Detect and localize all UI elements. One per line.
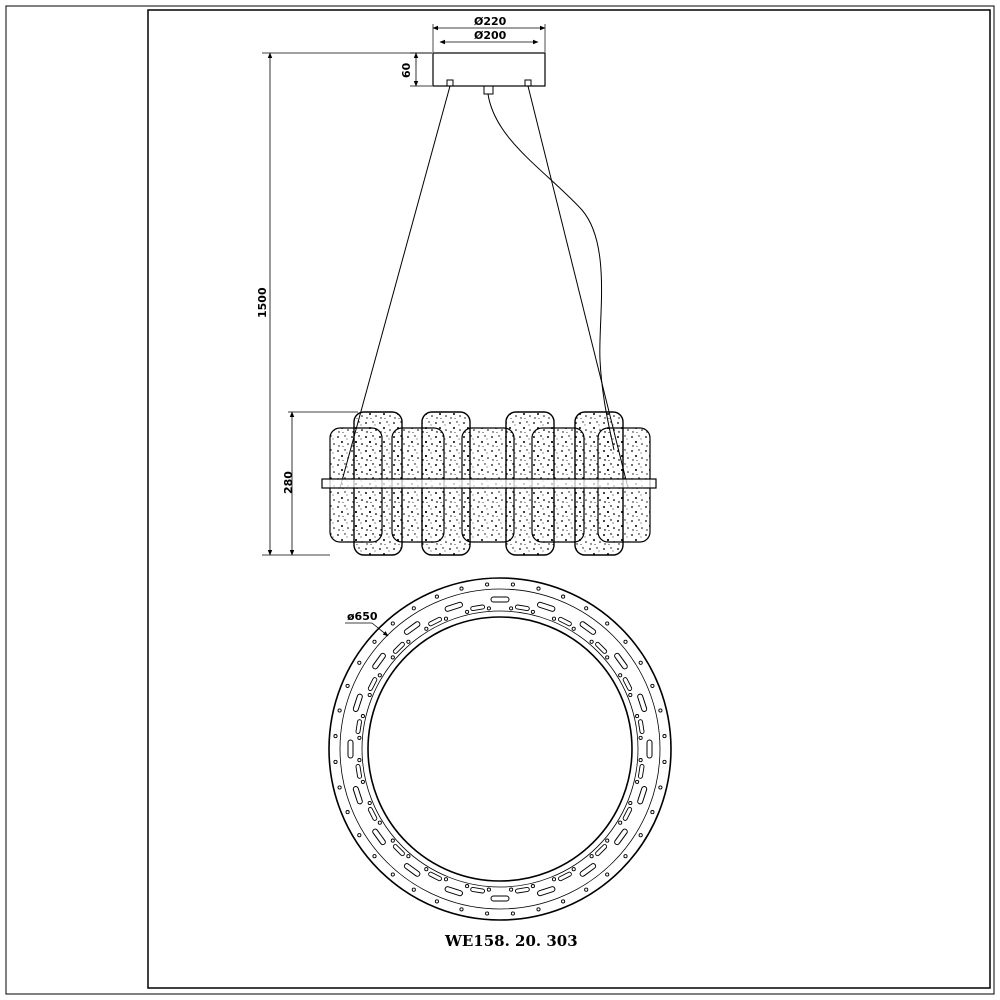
ring-hole [552, 617, 555, 620]
ring-hole [361, 780, 364, 783]
ring-hole [606, 873, 609, 876]
ring-slot [647, 740, 652, 758]
ring-hole [537, 908, 540, 911]
canopy-height-label: 60 [400, 62, 413, 78]
ring-slot [470, 605, 484, 611]
ring-hole [425, 868, 428, 871]
ring-hole [636, 780, 639, 783]
ring-hole [435, 595, 438, 598]
ring-slot [356, 719, 362, 733]
ring-slot [491, 597, 509, 602]
ring-hole [407, 855, 410, 858]
canopy-height-dimension [400, 53, 432, 86]
ring-slot [638, 764, 644, 778]
ring-slot [579, 621, 597, 636]
ring-slot [444, 602, 463, 612]
ring-hole [629, 801, 632, 804]
ring-hole [368, 693, 371, 696]
ring-hole [663, 735, 666, 738]
ring-slot [356, 764, 362, 778]
ring-hole [334, 760, 337, 763]
ring-hole [378, 821, 381, 824]
ring-hole [639, 736, 642, 739]
ring-hole [487, 607, 490, 610]
ring-slot [637, 786, 647, 805]
ring-hole [460, 587, 463, 590]
ring-slot [348, 740, 353, 758]
ring-hole [552, 878, 555, 881]
ring-hole [659, 709, 662, 712]
ring-slot [393, 642, 406, 655]
ring-hole [466, 885, 469, 888]
ring-hole [629, 693, 632, 696]
ring-hole [338, 709, 341, 712]
ring-hole [636, 715, 639, 718]
ring-hole [407, 640, 410, 643]
ring-slot [638, 719, 644, 733]
ring-slot [353, 786, 363, 805]
ring-hole [368, 801, 371, 804]
ring-hole [391, 839, 394, 842]
shade-height-label: 280 [282, 471, 295, 494]
ring-slot [595, 642, 608, 655]
canopy-inner-diameter-label: Ø200 [474, 29, 507, 42]
overall-height-label: 1500 [256, 287, 269, 318]
ring-slot [515, 887, 529, 893]
ring-hole [572, 868, 575, 871]
ring-hole [373, 855, 376, 858]
ring-diameter-callout [345, 610, 388, 636]
canopy-inner-diameter-dimension [440, 29, 538, 42]
ring-hole [531, 885, 534, 888]
ring-hole [487, 888, 490, 891]
ring-hole [444, 878, 447, 881]
ring-hole [361, 715, 364, 718]
ring-slot [595, 844, 608, 857]
ring-hole [537, 587, 540, 590]
ring-slot [353, 693, 363, 712]
ring-slot [444, 886, 463, 896]
ring-hole [378, 674, 381, 677]
ring-hole [435, 900, 438, 903]
ring-hole [639, 661, 642, 664]
shade-side-view [322, 412, 656, 555]
ring-hole [466, 610, 469, 613]
ring-hole [511, 912, 514, 915]
ring-hole [346, 811, 349, 814]
ring-hole [391, 656, 394, 659]
ring-hole [334, 735, 337, 738]
ring-hole [358, 736, 361, 739]
ring-hole [590, 855, 593, 858]
ring-slot [579, 863, 597, 878]
ring-hole [659, 786, 662, 789]
ring-hole [606, 839, 609, 842]
ring-slot [403, 621, 421, 636]
ring-hole [651, 684, 654, 687]
ring-slot [637, 693, 647, 712]
ring-hole [562, 900, 565, 903]
ring-hole [639, 759, 642, 762]
ring-hole [412, 888, 415, 891]
ring-hole [590, 640, 593, 643]
ring-hole [444, 617, 447, 620]
model-code: WE158. 20. 303 [445, 932, 578, 950]
ring-slot [372, 652, 387, 670]
ring-hole [663, 760, 666, 763]
ring-hole [346, 684, 349, 687]
ring-slot [515, 605, 529, 611]
ring-hole [358, 759, 361, 762]
ring-hole [358, 834, 361, 837]
ring-hole [585, 888, 588, 891]
ring-slot [537, 602, 556, 612]
ring-hole [624, 640, 627, 643]
ring-slot [614, 652, 629, 670]
ring-slot [537, 886, 556, 896]
ring-hole [639, 834, 642, 837]
ring-hole [373, 640, 376, 643]
canopy-outer-diameter-label: Ø220 [474, 15, 507, 28]
ring-hole [531, 610, 534, 613]
ring-hole [624, 855, 627, 858]
ring-hole [510, 607, 513, 610]
ring-hole [606, 622, 609, 625]
ring-hole [510, 888, 513, 891]
ring-hole [651, 811, 654, 814]
ring-hole [511, 583, 514, 586]
ring-slot [403, 863, 421, 878]
ring-hole [391, 622, 394, 625]
ring-hole [585, 607, 588, 610]
ring-hole [486, 912, 489, 915]
ring-hole [338, 786, 341, 789]
ring-hole [572, 627, 575, 630]
ring-hole [606, 656, 609, 659]
ring-hole [425, 627, 428, 630]
ring-hole [619, 821, 622, 824]
ring-slot [470, 887, 484, 893]
ring-hole [358, 661, 361, 664]
ring-diameter-label: ø650 [347, 610, 378, 623]
ring-slot [393, 844, 406, 857]
ring-slot [491, 896, 509, 901]
ring-hole [486, 583, 489, 586]
ring-hole [562, 595, 565, 598]
ring-slot [614, 828, 629, 846]
ring-hole [460, 908, 463, 911]
ring-hole [412, 607, 415, 610]
ring-slot [372, 828, 387, 846]
ring-hole [391, 873, 394, 876]
ring-hole [619, 674, 622, 677]
